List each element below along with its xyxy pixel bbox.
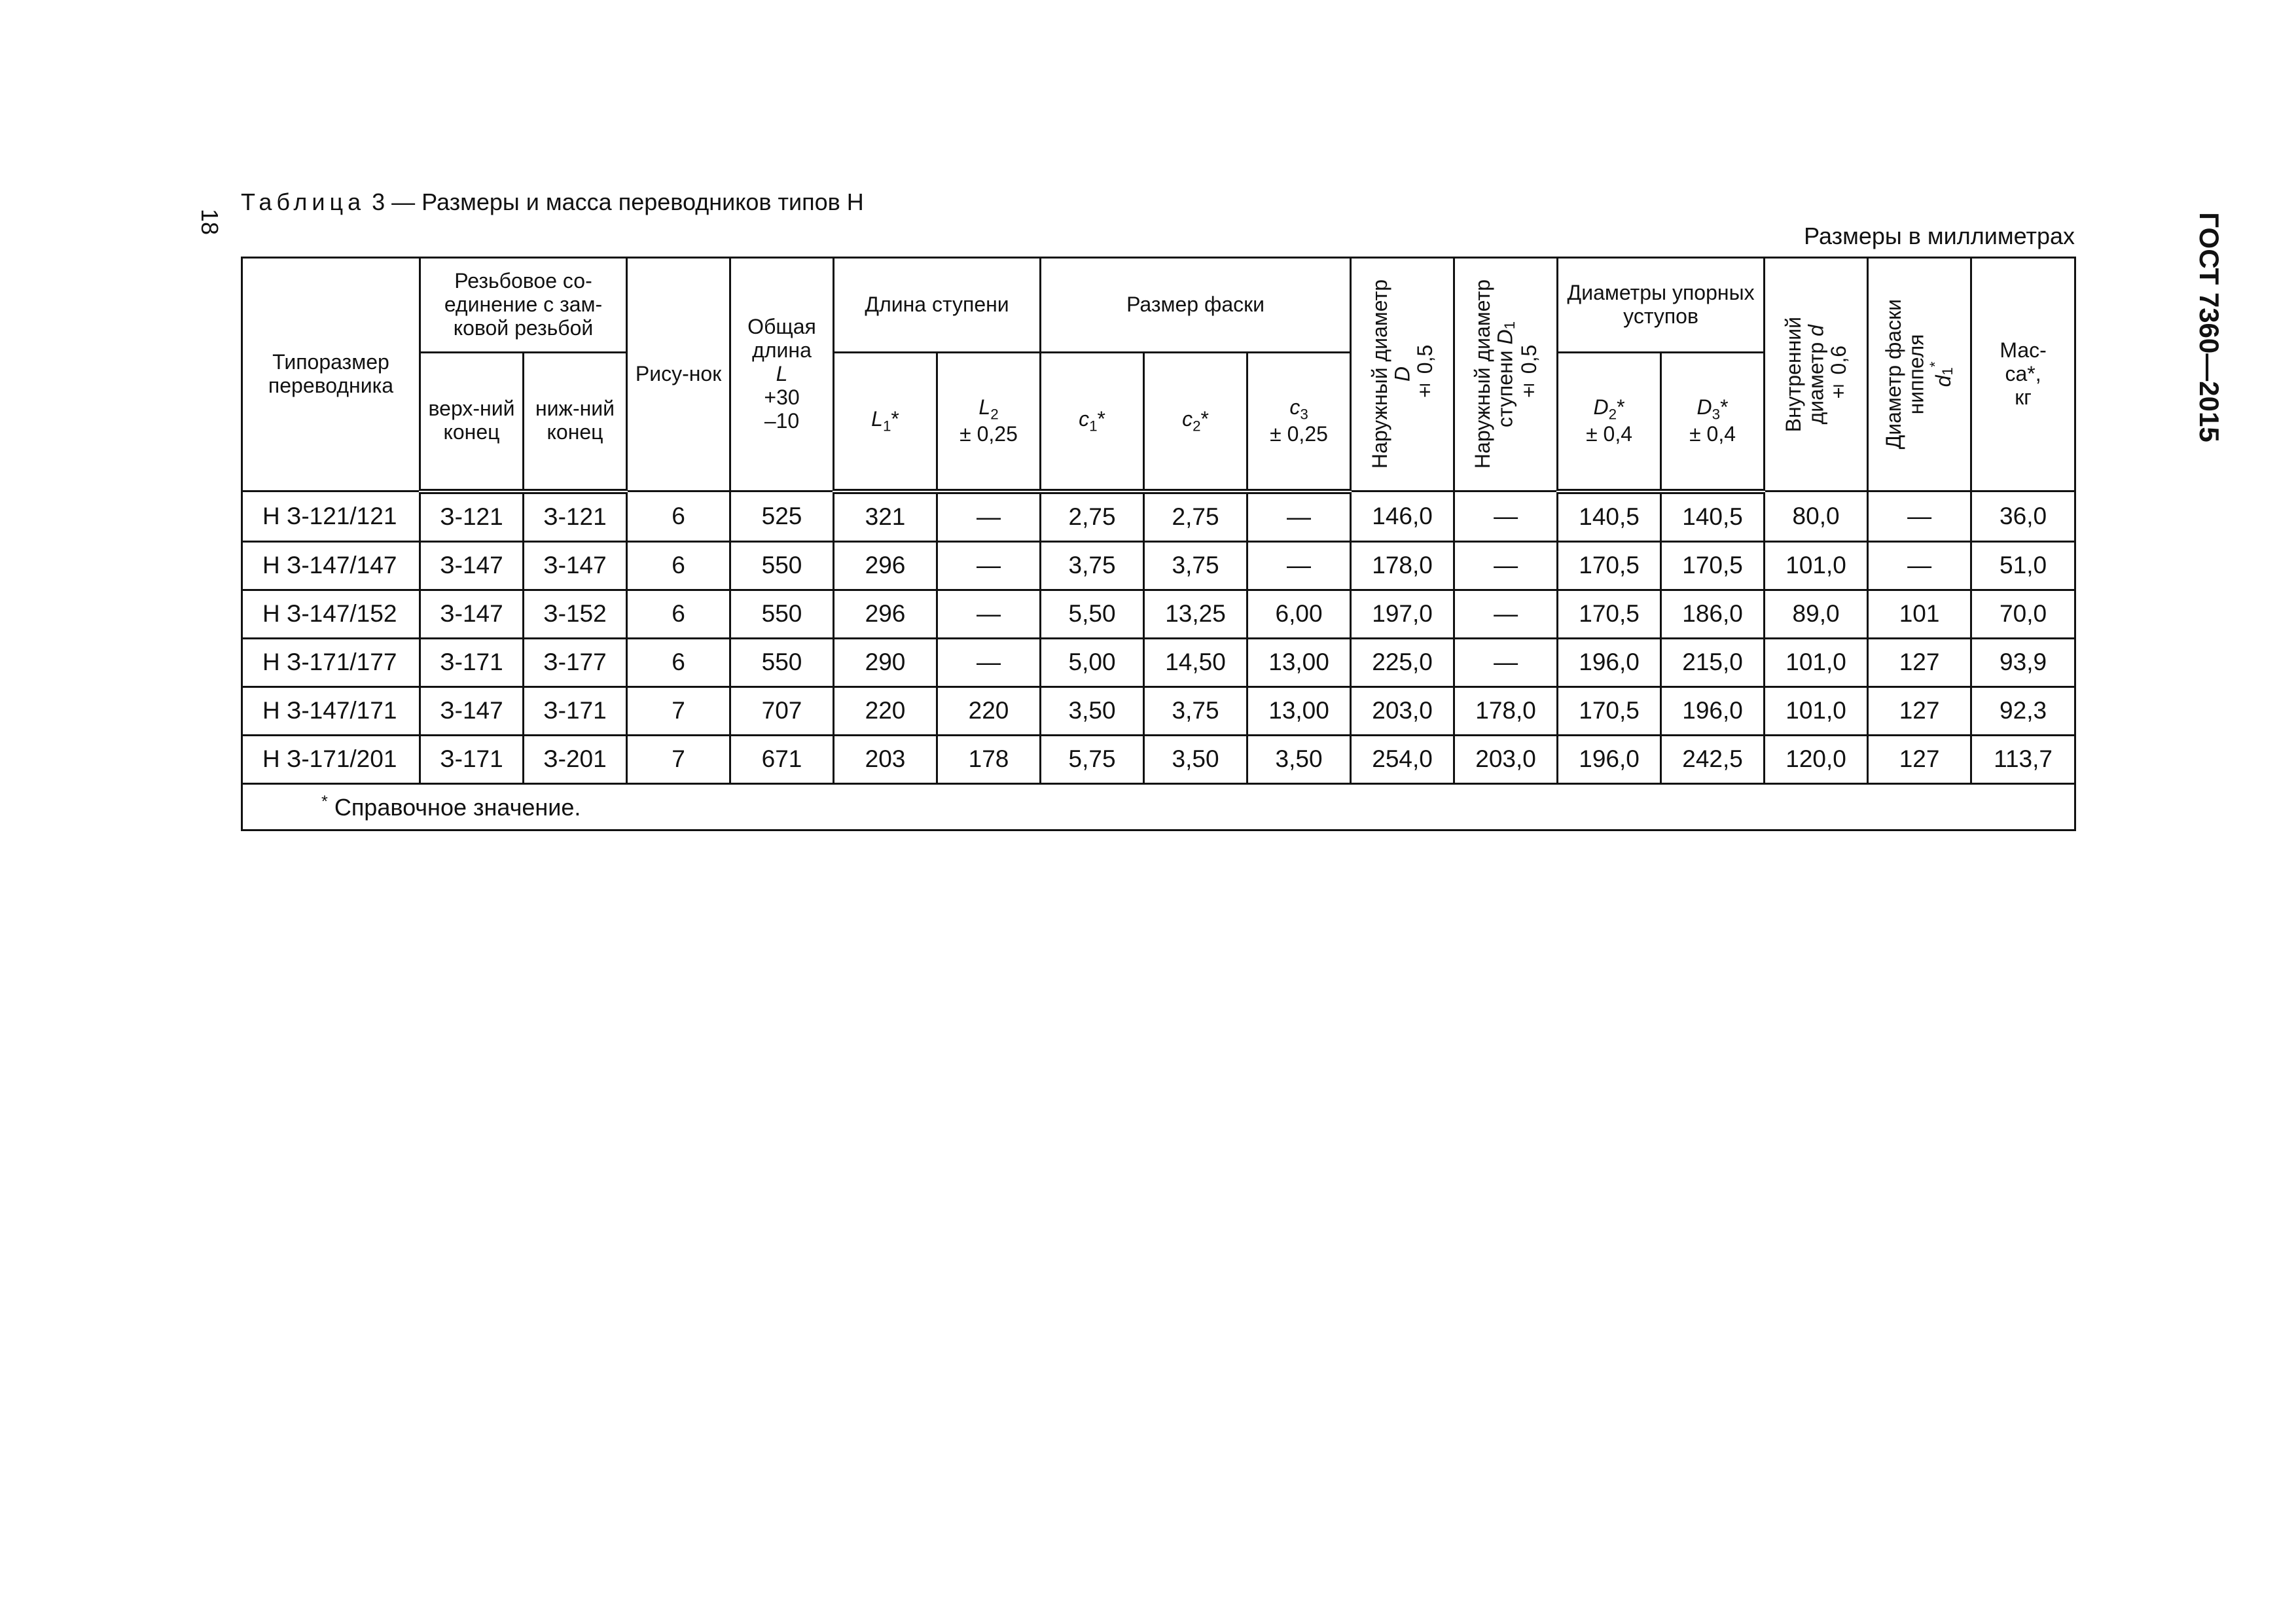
cell-inner-d: 101,0: [1765, 638, 1868, 687]
footnote-text: Справочное значение.: [327, 793, 581, 821]
cell-c1: 3,75: [1041, 541, 1144, 590]
cell-step-d: —: [1454, 491, 1558, 542]
cell-total-length: 550: [730, 590, 834, 638]
cell-step-d: —: [1454, 541, 1558, 590]
cell-c3: 13,00: [1247, 638, 1351, 687]
header-step-d-sub: 1: [1501, 321, 1518, 330]
header-step-d-line2: ступени: [1493, 344, 1517, 428]
header-l1-symbol: L: [871, 407, 883, 431]
header-c2-star: *: [1200, 407, 1209, 431]
cell-upper-end: З-171: [420, 735, 524, 783]
header-nipple-line1: Диаметр фаски: [1882, 299, 1906, 450]
cell-c1: 5,75: [1041, 735, 1144, 783]
header-thread-line2: единение с зам-: [444, 293, 603, 317]
cell-lower-end: З-121: [524, 491, 627, 542]
table-caption: [241, 188, 864, 216]
cell-figure: 6: [627, 638, 730, 687]
header-thread-line1: Резьбовое со-: [454, 269, 592, 293]
cell-lower-end: З-171: [524, 687, 627, 735]
cell-outer-d: 254,0: [1351, 735, 1454, 783]
header-d3-symbol: D: [1696, 395, 1712, 419]
cell-outer-d: 203,0: [1351, 687, 1454, 735]
cell-total-length: 550: [730, 541, 834, 590]
header-c2-sub: 2: [1193, 418, 1201, 435]
header-c3-tol: ± 0,25: [1270, 421, 1328, 446]
cell-total-length: 550: [730, 638, 834, 687]
header-inner-line1: Внутренний: [1781, 316, 1805, 433]
header-d2-star: *: [1617, 395, 1625, 419]
header-outer-d-tol: ± 0,5: [1412, 345, 1437, 404]
cell-nipple-d1: 127: [1868, 638, 1971, 687]
header-d3: [1661, 353, 1765, 491]
header-lower-end: ниж-ний конец: [524, 353, 627, 491]
header-length-symbol: L: [776, 362, 788, 386]
cell-upper-end: З-171: [420, 638, 524, 687]
cell-nipple-d1: —: [1868, 541, 1971, 590]
cell-typesize: Н З-147/152: [242, 590, 420, 638]
cell-c2: 2,75: [1144, 491, 1247, 542]
header-outer-d-line1: Наружный диаметр: [1367, 279, 1391, 469]
cell-upper-end: З-121: [420, 491, 524, 542]
cell-outer-d: 146,0: [1351, 491, 1454, 542]
header-c3: [1247, 353, 1351, 491]
header-d3-sub: 3: [1712, 406, 1721, 423]
cell-figure: 7: [627, 687, 730, 735]
header-length-tol-plus: +30: [764, 385, 800, 409]
footnote-star: *: [321, 792, 328, 811]
cell-figure: 6: [627, 590, 730, 638]
cell-upper-end: З-147: [420, 687, 524, 735]
header-d2-symbol: D: [1593, 395, 1609, 419]
cell-c1: 5,50: [1041, 590, 1144, 638]
cell-c2: 3,75: [1144, 687, 1247, 735]
cell-l1: 220: [834, 687, 937, 735]
cell-outer-d: 225,0: [1351, 638, 1454, 687]
header-l2-tol: ± 0,25: [960, 421, 1018, 446]
document-code: ГОСТ 7360—2015: [2194, 212, 2225, 442]
cell-d3: 215,0: [1661, 638, 1765, 687]
cell-d3: 242,5: [1661, 735, 1765, 783]
header-length-tol-minus: –10: [764, 408, 800, 433]
header-inner-tol: ± 0,6: [1826, 345, 1850, 404]
header-step-d-tol: ± 0,5: [1516, 345, 1541, 404]
header-outer-diameter: [1351, 258, 1454, 491]
cell-inner-d: 120,0: [1765, 735, 1868, 783]
cell-outer-d: 178,0: [1351, 541, 1454, 590]
cell-step-d: 203,0: [1454, 735, 1558, 783]
cell-c3: 13,00: [1247, 687, 1351, 735]
cell-lower-end: З-201: [524, 735, 627, 783]
cell-lower-end: З-147: [524, 541, 627, 590]
cell-total-length: 525: [730, 491, 834, 542]
cell-inner-d: 89,0: [1765, 590, 1868, 638]
cell-l1: 321: [834, 491, 937, 542]
header-thread-line3: ковой резьбой: [453, 315, 594, 340]
header-c1-sub: 1: [1089, 418, 1098, 435]
cell-step-d: 178,0: [1454, 687, 1558, 735]
header-c3-sub: 3: [1300, 406, 1308, 423]
cell-l2: 178: [937, 735, 1041, 783]
header-thread-connection: [420, 258, 627, 353]
cell-d2: 140,5: [1558, 491, 1661, 542]
header-mass: [1971, 258, 2075, 491]
cell-nipple-d1: —: [1868, 491, 1971, 542]
header-shoulder-diameters: Диаметры упорных уступов: [1558, 258, 1765, 353]
cell-total-length: 707: [730, 687, 834, 735]
header-c1-star: *: [1097, 407, 1105, 431]
cell-c2: 13,25: [1144, 590, 1247, 638]
header-upper-end: верх-ний конец: [420, 353, 524, 491]
cell-mass: 113,7: [1971, 735, 2075, 783]
cell-mass: 93,9: [1971, 638, 2075, 687]
cell-l2: —: [937, 590, 1041, 638]
table-row: [242, 638, 2075, 687]
cell-inner-d: 80,0: [1765, 491, 1868, 542]
table-row: [242, 491, 2075, 542]
cell-mass: 92,3: [1971, 687, 2075, 735]
header-nipple-symbol: d: [1931, 375, 1956, 387]
cell-inner-d: 101,0: [1765, 541, 1868, 590]
table-row: [242, 541, 2075, 590]
cell-step-d: —: [1454, 590, 1558, 638]
header-nipple-line2: ниппеля: [1904, 334, 1928, 415]
caption-text: 3 — Размеры и масса переводников типов Н: [365, 188, 864, 215]
header-length-line2: длина: [752, 338, 812, 363]
cell-typesize: Н З-171/177: [242, 638, 420, 687]
header-c3-symbol: c: [1289, 395, 1300, 419]
table-row: [242, 687, 2075, 735]
table-row: [242, 735, 2075, 783]
header-mass-line3: кг: [2015, 385, 2032, 409]
cell-typesize: Н З-171/201: [242, 735, 420, 783]
cell-c2: 3,50: [1144, 735, 1247, 783]
header-step-length: Длина ступени: [834, 258, 1041, 353]
header-step-diameter: [1454, 258, 1558, 491]
cell-mass: 36,0: [1971, 491, 2075, 542]
cell-d3: 140,5: [1661, 491, 1765, 542]
header-inner-symbol: d: [1804, 324, 1828, 336]
cell-d2: 196,0: [1558, 735, 1661, 783]
cell-step-d: —: [1454, 638, 1558, 687]
cell-l1: 296: [834, 590, 937, 638]
header-c1-symbol: c: [1079, 407, 1090, 431]
cell-typesize: Н З-147/171: [242, 687, 420, 735]
cell-nipple-d1: 127: [1868, 735, 1971, 783]
cell-lower-end: З-152: [524, 590, 627, 638]
cell-c1: 5,00: [1041, 638, 1144, 687]
header-d3-star: *: [1720, 395, 1729, 419]
cell-c3: 3,50: [1247, 735, 1351, 783]
header-length-line1: Общая: [747, 315, 816, 339]
header-inner-line2: диаметр: [1804, 336, 1828, 425]
cell-typesize: Н З-121/121: [242, 491, 420, 542]
table-header: [242, 258, 2075, 491]
cell-typesize: Н З-147/147: [242, 541, 420, 590]
header-inner-diameter: [1765, 258, 1868, 491]
header-typesize: Типоразмер переводника: [242, 258, 420, 491]
cell-outer-d: 197,0: [1351, 590, 1454, 638]
cell-mass: 70,0: [1971, 590, 2075, 638]
header-d2-sub: 2: [1608, 406, 1617, 423]
header-outer-d-symbol: D: [1390, 366, 1414, 382]
cell-c1: 3,50: [1041, 687, 1144, 735]
cell-l2: —: [937, 638, 1041, 687]
cell-d2: 170,5: [1558, 541, 1661, 590]
cell-l1: 296: [834, 541, 937, 590]
table-row: [242, 590, 2075, 638]
cell-inner-d: 101,0: [1765, 687, 1868, 735]
cell-figure: 6: [627, 541, 730, 590]
cell-total-length: 671: [730, 735, 834, 783]
cell-d2: 170,5: [1558, 590, 1661, 638]
cell-upper-end: З-147: [420, 541, 524, 590]
header-step-d-line1: Наружный диаметр: [1470, 279, 1494, 469]
cell-d3: 170,5: [1661, 541, 1765, 590]
header-l1-sub: 1: [882, 418, 891, 435]
cell-d2: 170,5: [1558, 687, 1661, 735]
cell-l2: 220: [937, 687, 1041, 735]
cell-figure: 7: [627, 735, 730, 783]
cell-l1: 290: [834, 638, 937, 687]
header-d2-tol: ± 0,4: [1586, 421, 1633, 446]
cell-nipple-d1: 101: [1868, 590, 1971, 638]
cell-c3: —: [1247, 541, 1351, 590]
header-nipple-sub: 1: [1939, 367, 1956, 376]
header-c2-symbol: c: [1182, 407, 1193, 431]
header-nipple-chamfer: [1868, 258, 1971, 491]
cell-nipple-d1: 127: [1868, 687, 1971, 735]
header-l1: [834, 353, 937, 491]
header-l1-star: *: [891, 407, 899, 431]
header-d2: [1558, 353, 1661, 491]
header-l2-symbol: L: [978, 395, 991, 419]
page-number: 18: [196, 208, 224, 236]
header-l2: [937, 353, 1041, 491]
header-l2-sub: 2: [990, 406, 999, 423]
dimensions-table: [241, 257, 2076, 831]
cell-c3: 6,00: [1247, 590, 1351, 638]
header-step-d-symbol: D: [1493, 329, 1517, 345]
header-c1: [1041, 353, 1144, 491]
header-mass-line1: Мас-: [2000, 338, 2047, 363]
cell-mass: 51,0: [1971, 541, 2075, 590]
header-nipple-star: *: [1927, 361, 1944, 368]
header-total-length: [730, 258, 834, 491]
cell-figure: 6: [627, 491, 730, 542]
header-chamfer-size: Размер фаски: [1041, 258, 1351, 353]
cell-d3: 186,0: [1661, 590, 1765, 638]
cell-l1: 203: [834, 735, 937, 783]
header-d3-tol: ± 0,4: [1689, 421, 1736, 446]
table-body: [242, 491, 2075, 784]
cell-d2: 196,0: [1558, 638, 1661, 687]
header-figure: Рису-нок: [627, 258, 730, 491]
cell-c2: 3,75: [1144, 541, 1247, 590]
cell-lower-end: З-177: [524, 638, 627, 687]
header-c2: [1144, 353, 1247, 491]
cell-c1: 2,75: [1041, 491, 1144, 542]
cell-upper-end: З-147: [420, 590, 524, 638]
header-mass-line2: са*,: [2005, 362, 2041, 386]
cell-c3: —: [1247, 491, 1351, 542]
cell-l2: —: [937, 491, 1041, 542]
table-footnote: [242, 783, 2075, 830]
cell-c2: 14,50: [1144, 638, 1247, 687]
cell-d3: 196,0: [1661, 687, 1765, 735]
cell-l2: —: [937, 541, 1041, 590]
caption-label: Таблица: [241, 188, 366, 215]
units-note: Размеры в миллиметрах: [1804, 223, 2075, 249]
